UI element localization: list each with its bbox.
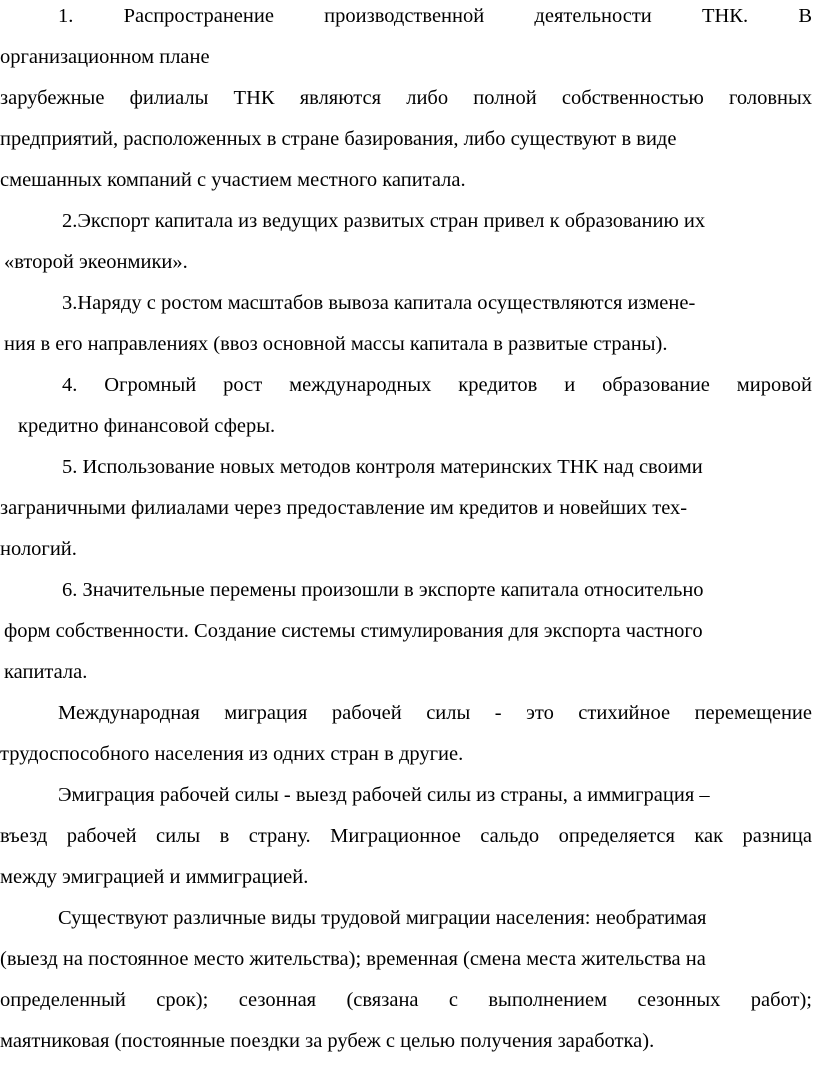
- text-line: 2.Экспорт капитала из ведущих развитых стран привел к образованию их: [62, 210, 706, 232]
- text-line: капитала.: [4, 661, 88, 683]
- text-line: Международная миграция рабочей силы - это стихийное перемещение: [58, 702, 812, 724]
- text-line: 6. Значительные перемены произошли в экспорте капитала относительно: [62, 579, 704, 601]
- text-line: Эмиграция рабочей силы - выезд рабочей силы из страны, а иммиграция –: [58, 784, 710, 806]
- text-line: предприятий, расположенных в стране базирования, либо существуют в виде: [0, 128, 677, 150]
- text-line: (выезд на постоянное место жительства); временная (смена места жительства на: [0, 948, 706, 970]
- text-line: между эмиграцией и иммиграцией.: [0, 866, 309, 888]
- text-line: 3.Наряду с ростом масштабов вывоза капитала осуществляются измене-: [62, 292, 696, 314]
- text-line: зарубежные филиалы ТНК являются либо полной собственностью головных: [0, 87, 812, 109]
- text-line: маятниковая (постоянные поездки за рубеж с целью получения заработка).: [0, 1030, 655, 1052]
- text-line: трудоспособного населения из одних стран в другие.: [0, 743, 464, 765]
- text-line: форм собственности. Создание системы стимулирования для экспорта частного: [4, 620, 703, 642]
- text-line: кредитно финансовой сферы.: [18, 415, 276, 437]
- text-line: «второй экеонмики».: [4, 251, 188, 273]
- text-line: определенный срок); сезонная (связана с выполнением сезонных работ);: [0, 989, 812, 1011]
- text-line: 1. Распространение производственной деятельности ТНК. В: [58, 5, 812, 27]
- text-line: организационном плане: [0, 46, 210, 68]
- text-line: 5. Использование новых методов контроля материнских ТНК над своими: [62, 456, 703, 478]
- text-line: въезд рабочей силы в страну. Миграционное сальдо определяется как разница: [0, 825, 812, 847]
- text-line: 4. Огромный рост международных кредитов и образование мировой: [62, 374, 812, 396]
- text-line: смешанных компаний с участием местного капитала.: [0, 169, 466, 191]
- text-line: Существуют различные виды трудовой миграции населения: необратимая: [58, 907, 707, 929]
- text-line: ния в его направлениях (ввоз основной массы капитала в развитые страны).: [4, 333, 668, 355]
- text-line: нологий.: [0, 538, 77, 560]
- text-line: заграничными филиалами через предоставление им кредитов и новейших тех-: [0, 497, 688, 519]
